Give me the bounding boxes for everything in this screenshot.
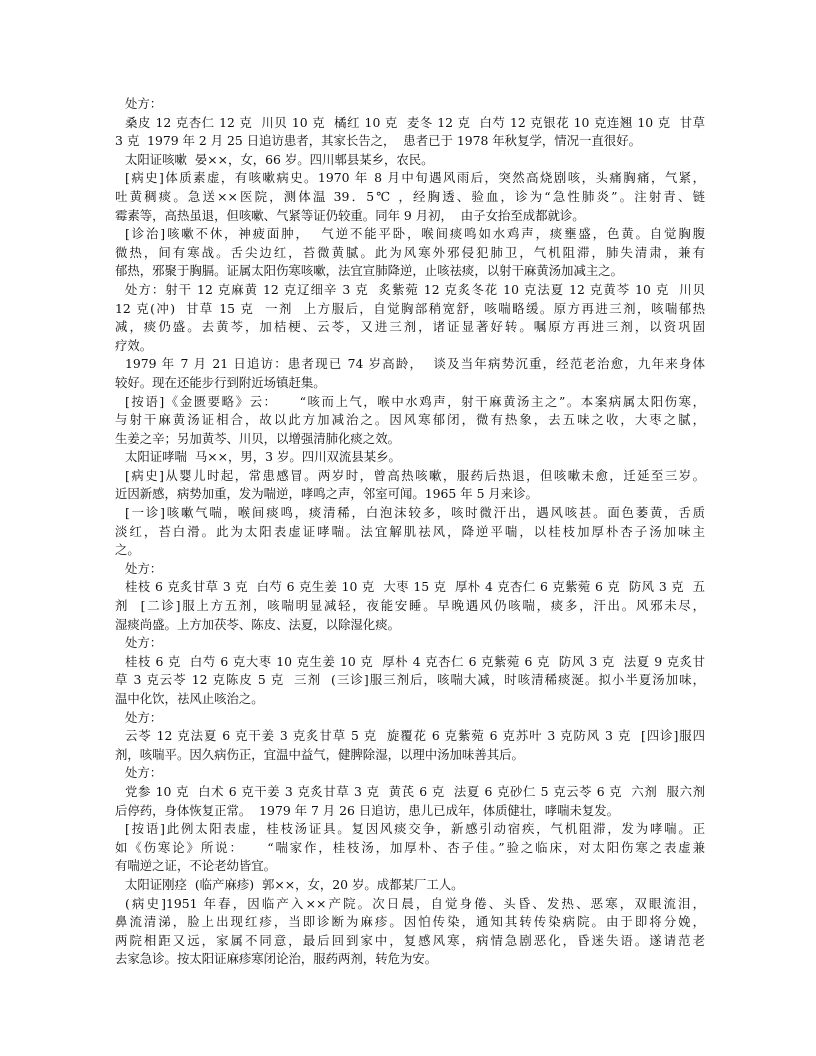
text-line: 处方： (125, 765, 163, 781)
text-line: 草 3 克云苓 12 克陈皮 5 克 三剂 (三诊]服三剂后，咳喘大减，时咳清稀痰涎。拟小半夏汤加味， (115, 672, 705, 688)
text-line: 太阳证咳嗽 晏××，女，66 岁。四川郫县某乡，农民。 (125, 151, 434, 167)
text-line: 处方：射干 12 克麻黄 12 克辽细辛 3 克 炙紫菀 12 克炙冬花 10 克法夏 12 克黄芩 10 克 川贝 (125, 281, 705, 297)
text-line: 后停药，身体恢复正常。 1979 年 7 月 26 日追访，患儿已成年，体质健壮，哮喘未复发。 (115, 802, 620, 818)
text-line: 鼻流清涕，脸上出现红疹，当即诊断为麻疹。因怕传染，通知其转传染病院。由于即将分娩， (115, 914, 705, 930)
text-line: 如《伤寒论》所说： “喘家作，桂枝汤，加厚朴、杏子佳。”验之临床，对太阳伤寒之表虚兼 (115, 839, 705, 855)
text-line: 云苓 12 克法夏 6 克干姜 3 克炙甘草 5 克 旋覆花 6 克紫菀 6 克苏叶 3 克防风 3 克 [四诊]服四 (125, 728, 705, 744)
text-line: [一诊]咳嗽气喘，喉间痰鸣，痰清稀，白泡沫较多，咳时微汗出，遇风咳甚。面色萎黄，舌质 (125, 505, 705, 521)
text-line: 湿痰尚盛。上方加茯苓、陈皮、法夏，以除湿化痰。 (115, 616, 400, 632)
text-line: 两院相距又远，家属不同意，最后回到家中，复感风寒，病情急剧恶化，昏迷失语。遂请范老 (115, 932, 705, 948)
text-line: 郁热，邪聚于胸膈。证属太阳伤寒咳嗽，法宜宣肺降逆，止咳祛痰，以射干麻黄汤加减主之。 (115, 263, 624, 279)
text-line: 之。 (115, 542, 140, 558)
text-line: 处方： (125, 709, 163, 725)
text-line: 12 克(冲) 甘草 15 克 一剂 上方服后，自觉胸部稍宽舒，咳喘略缓。原方再进三剂，咳喘郁热 (115, 300, 705, 316)
text-line: 减，痰仍盛。去黄芩，加桔梗、云苓，又进三剂，诸证显著好转。嘱原方再进三剂，以资巩固 (115, 319, 705, 335)
text-line: 剂 [二诊]服上方五剂，咳喘明显减轻，夜能安睡。早晚遇风仍咳喘，痰多，汗出。风邪未尽， (115, 598, 705, 614)
text-line: 3 克 1979 年 2 月 25 日追访患者，其家长告之， 患者已于 1978 年秋复学，情况一直很好。 (115, 133, 641, 149)
text-line: 去家急诊。按太阳证麻疹寒闭论治，服药两剂，转危为安。 (115, 951, 438, 967)
document-body (115, 95, 705, 969)
text-line: 有喘逆之证，不论老幼皆宜。 (115, 858, 277, 874)
text-line: 太阳证刚痉 (临产麻疹) 郭××，女，20 岁。成都某厂工人。 (125, 876, 464, 892)
text-line: 处方： (125, 560, 163, 576)
text-line: 1979 年 7 月 21 日追访：患者现已 74 岁高龄， 谈及当年病势沉重，经范老治愈，九年来身体 (125, 356, 705, 372)
text-line: 近因新感，病势加重，发为喘逆，哮鸣之声，邻室可闻。1965 年 5 月来诊。 (115, 486, 538, 502)
text-line: 处方： (125, 635, 163, 651)
text-line: 桂枝 6 克炙甘草 3 克 白芍 6 克生姜 10 克 大枣 15 克 厚朴 4 克杏仁 6 克紫菀 6 克 防风 3 克 五 (125, 579, 705, 595)
text-line: (病史]1951 年春，因临产入××产院。次日晨，自觉身倦、头昏、发热、恶寒，双眼流泪， (125, 895, 705, 911)
text-line: 桑皮 12 克杏仁 12 克 川贝 10 克 橘红 10 克 麦冬 12 克 白芍 12 克银花 10 克连翘 10 克 甘草 (125, 114, 705, 130)
text-line: [病史]体质素虚，有咳嗽病史。1970 年 8 月中旬遇风雨后，突然高烧剧咳，头痛胸痛，气紧， (125, 170, 705, 186)
text-line: 温中化饮，祛风止咳治之。 (115, 691, 264, 706)
text-line: 较好。现在还能步行到附近场镇赶集。 (115, 374, 326, 390)
text-line: 党参 10 克 白术 6 克干姜 3 克炙甘草 3 克 黄芪 6 克 法夏 6 克砂仁 5 克云苓 6 克 六剂 服六剂 (125, 783, 705, 799)
text-line: 与射干麻黄汤证相合，故以此方加减治之。因风寒郁闭，微有热象，去五味之收，大枣之腻， (115, 412, 705, 428)
text-line: 桂枝 6 克 白芍 6 克大枣 10 克生姜 10 克 厚朴 4 克杏仁 6 克紫菀 6 克 防风 3 克 法夏 9 克炙甘 (125, 653, 705, 669)
text-line: [诊治]咳嗽不休，神疲面肿， 气逆不能平卧，喉间痰鸣如水鸡声，痰壅盛，色黄。自觉胸腹 (125, 226, 705, 242)
text-line: 吐黄稠痰。急送××医院，测体温 39．5℃ ，经胸透、验血，诊为“急性肺炎”。注射青、链 (115, 188, 705, 204)
text-line: 剂，咳喘平。因久病伤正，宜温中益气，健脾除湿，以理中汤加味善其后。 (115, 746, 524, 762)
text-line: 生姜之辛；另加黄芩、川贝，以增强清肺化痰之效。 (115, 430, 400, 446)
text-line: 处方： (125, 96, 163, 111)
text-line: [病史]从婴儿时起，常患感冒。两岁时，曾高热咳嗽，服药后热退，但咳嗽未愈，迁延至三岁。 (125, 467, 705, 483)
text-line: 淡红，苔白滑。此为太阳表虚证哮喘。法宜解肌祛风，降逆平喘，以桂枝加厚朴杏子汤加味主 (115, 523, 705, 539)
text-line: 疗效。 (115, 337, 153, 353)
text-line: 霉素等，高热虽退，但咳嗽、气紧等证仍较重。同年 9 月初， 由子女抬至成都就诊。 (115, 207, 585, 223)
text-line: [按语]此例太阳表虚，桂枝汤证具。复因风痰交争，新感引动宿疾，气机阻滞，发为哮喘。正 (125, 821, 705, 837)
text-line: 微热，间有寒战。舌尖边红，苔微黄腻。此为风寒外邪侵犯肺卫，气机阻滞，肺失清肃，兼有 (115, 244, 705, 260)
text-line: 太阳证哮喘 马××，男，3 岁。四川双流县某乡。 (125, 449, 401, 465)
text-line: [按语]《金匮要略》云： “咳而上气，喉中水鸡声，射干麻黄汤主之”。本案病属太阳伤寒， (125, 393, 705, 409)
